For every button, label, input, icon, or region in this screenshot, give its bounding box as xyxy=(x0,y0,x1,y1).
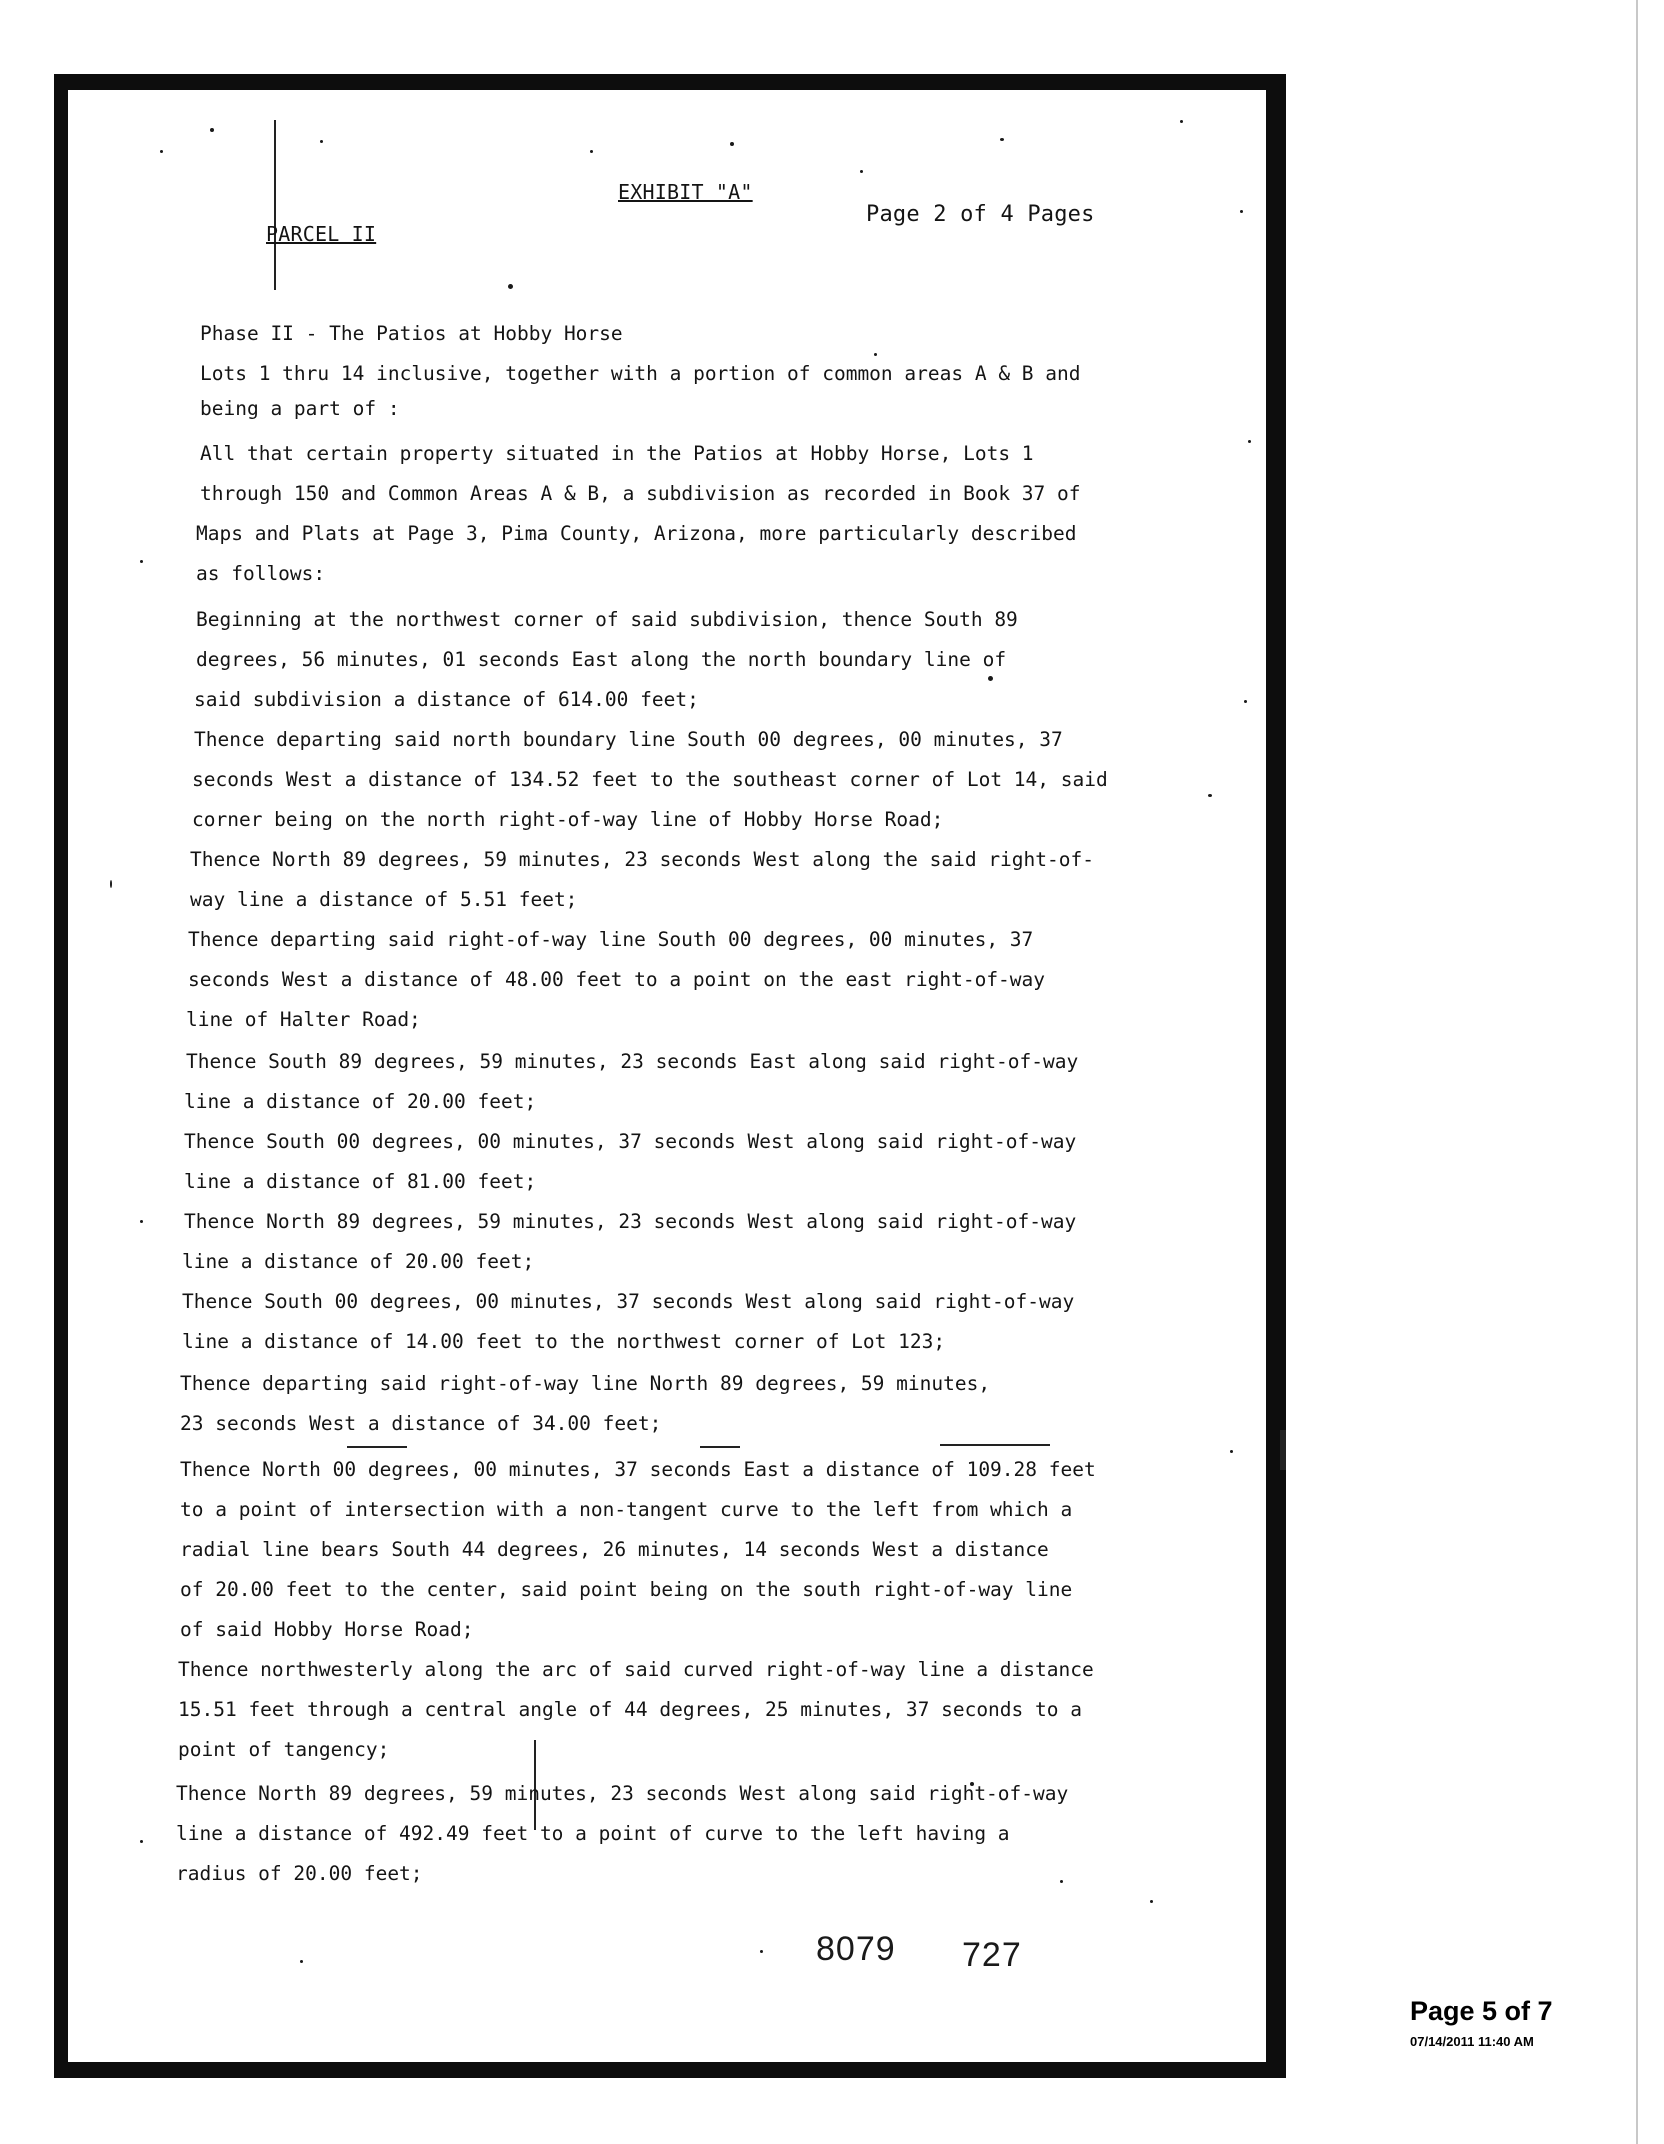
text-line: All that certain property situated in the Patios at Hobby Horse, Lots 1 xyxy=(200,442,1034,465)
text-line: Thence departing said right-of-way line North 89 degrees, 59 minutes, xyxy=(180,1372,991,1395)
text-line: line a distance of 20.00 feet; xyxy=(182,1250,535,1273)
document-page-indicator: Page 2 of 4 Pages xyxy=(866,202,1095,227)
text-line: of 20.00 feet to the center, said point being on the south right-of-way line xyxy=(180,1578,1073,1601)
text-line: being a part of : xyxy=(200,397,400,420)
parcel-label: PARCEL II xyxy=(266,222,377,246)
text-line: seconds West a distance of 48.00 feet to a point on the east right-of-way xyxy=(188,968,1046,991)
text-line: degrees, 56 minutes, 01 seconds East along the north boundary line of xyxy=(196,648,1007,671)
text-line: Maps and Plats at Page 3, Pima County, Arizona, more particularly described xyxy=(196,522,1077,545)
text-line: line a distance of 81.00 feet; xyxy=(184,1170,537,1193)
text-line: line of Halter Road; xyxy=(186,1008,421,1031)
text-line: 23 seconds West a distance of 34.00 feet; xyxy=(180,1412,662,1435)
text-line: point of tangency; xyxy=(178,1738,390,1761)
text-line: seconds West a distance of 134.52 feet to the southeast corner of Lot 14, said xyxy=(192,768,1108,791)
text-line: Thence departing said right-of-way line South 00 degrees, 00 minutes, 37 xyxy=(188,928,1034,951)
text-line: Thence North 00 degrees, 00 minutes, 37 seconds East a distance of 109.28 feet xyxy=(180,1458,1096,1481)
text-line: Thence South 00 degrees, 00 minutes, 37 seconds West along said right-of-way xyxy=(182,1290,1075,1313)
text-line: through 150 and Common Areas A & B, a subdivision as recorded in Book 37 of xyxy=(200,482,1081,505)
recording-book-number: 8079 xyxy=(816,1930,896,1968)
recording-page-number: 727 xyxy=(962,1936,1022,1974)
exhibit-title: EXHIBIT "A" xyxy=(618,180,753,204)
text-line: line a distance of 20.00 feet; xyxy=(184,1090,537,1113)
text-line: of said Hobby Horse Road; xyxy=(180,1618,474,1641)
text-line: Thence North 89 degrees, 59 minutes, 23 seconds West along said right-of-way xyxy=(184,1210,1077,1233)
footer-timestamp: 07/14/2011 11:40 AM xyxy=(1410,2034,1534,2049)
page-edge-rule xyxy=(1636,0,1638,2144)
text-line: corner being on the north right-of-way line of Hobby Horse Road; xyxy=(192,808,944,831)
text-line: Beginning at the northwest corner of said subdivision, thence South 89 xyxy=(196,608,1018,631)
footer-page-label: Page 5 of 7 xyxy=(1410,1996,1553,2026)
text-line: Thence South 89 degrees, 59 minutes, 23 seconds East along said right-of-way xyxy=(186,1050,1079,1073)
text-line: Thence departing said north boundary line South 00 degrees, 00 minutes, 37 xyxy=(194,728,1063,751)
text-line: to a point of intersection with a non-tangent curve to the left from which a xyxy=(180,1498,1073,1521)
text-line: line a distance of 492.49 feet to a point of curve to the left having a xyxy=(176,1822,1010,1845)
text-line: Thence South 00 degrees, 00 minutes, 37 seconds West along said right-of-way xyxy=(184,1130,1077,1153)
text-line: as follows: xyxy=(196,562,326,585)
text-line: Thence North 89 degrees, 59 minutes, 23 seconds West along said right-of-way xyxy=(176,1782,1069,1805)
text-line: radial line bears South 44 degrees, 26 minutes, 14 seconds West a distance xyxy=(180,1538,1049,1561)
text-line: Thence North 89 degrees, 59 minutes, 23 seconds West along the said right-of- xyxy=(190,848,1094,871)
text-line: way line a distance of 5.51 feet; xyxy=(190,888,578,911)
text-line: line a distance of 14.00 feet to the northwest corner of Lot 123; xyxy=(182,1330,946,1353)
text-line: Lots 1 thru 14 inclusive, together with a portion of common areas A & B and xyxy=(200,362,1081,385)
text-line: Thence northwesterly along the arc of said curved right-of-way line a distance xyxy=(178,1658,1094,1681)
text-line: Phase II - The Patios at Hobby Horse xyxy=(200,322,623,345)
text-line: said subdivision a distance of 614.00 feet; xyxy=(194,688,699,711)
text-line: 15.51 feet through a central angle of 44 degrees, 25 minutes, 37 seconds to a xyxy=(178,1698,1082,1721)
text-line: radius of 20.00 feet; xyxy=(176,1862,423,1885)
